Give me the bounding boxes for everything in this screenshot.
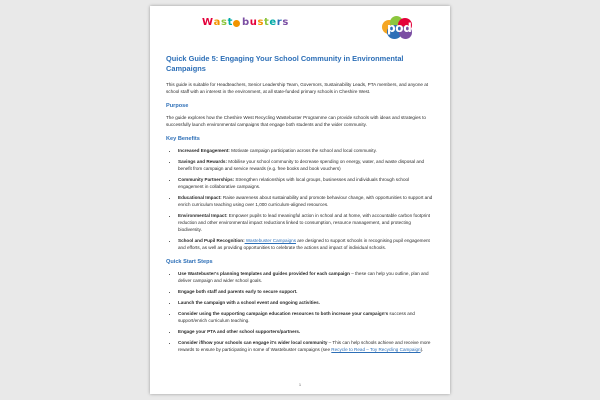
logo-dot-icon [233, 20, 240, 27]
list-item [178, 270, 434, 284]
list-item-text-after: ). [420, 347, 424, 352]
list-item [178, 176, 434, 190]
page-title: Quick Guide 5: Engaging Your School Community in Environmental Campaigns [166, 54, 404, 73]
logo-letter: e [269, 17, 276, 28]
logo-letter: b [241, 17, 249, 28]
logo-letter: r [276, 17, 282, 28]
list-item-lead: Educational Impact: [178, 195, 222, 200]
pod-logo [382, 16, 416, 40]
list-item-text: Raise awareness about sustainability and promote behaviour change, with opportunities to support and enrich curriculum teaching using over 1,000 curriculum-aligned resources. [178, 195, 433, 207]
list-item [178, 288, 434, 295]
list-item-lead: Consider using the supporting campaign education resources to both increase your campaign's [178, 311, 389, 316]
document-header [166, 16, 434, 42]
list-item-text: Mobilise your school community to decrease spending on energy, water, and waste disposal and benefit from campaign and service rewards (e.g. free books and book vouchers) [178, 159, 425, 171]
section-heading-purpose: Purpose [166, 103, 189, 109]
list-item-text: success and support/enrich curriculum teaching. [178, 311, 415, 323]
list-item-lead: School and Pupil Recognition: [178, 238, 245, 243]
list-item-text: – This can help schools achieve and receive more rewards to ensure by participating in some of Wastebuster campaigns (see [178, 340, 431, 352]
intro-paragraph: This guide is suitable for Headteachers, Senior Leadership Team, Governors, Sustainability Leads, PTA members, and anyone at school staff with an interest in the environment, at all state-funded primary schools in Cheshire West. [166, 82, 429, 94]
page-number: 1 [298, 382, 302, 387]
quick-start-steps-list [166, 270, 434, 353]
section-heading-quick-start-steps: Quick Start Steps [166, 259, 213, 265]
logo-letter: W [202, 17, 213, 28]
list-item-lead: Use Wastebuster's planning templates and guides provided for each campaign [178, 271, 350, 276]
wastebusters-logo [202, 18, 288, 28]
list-item [178, 339, 434, 353]
list-item-lead: Community Partnerships: [178, 177, 235, 182]
list-item-lead: Engage both staff and parents early to secure support. [178, 289, 298, 294]
list-item [178, 299, 434, 306]
logo-letter: t [264, 17, 269, 28]
list-item [178, 158, 434, 172]
list-item-text: Empower pupils to lead meaningful action in school and at home, with accountable carbon footprint reduction and other environmental impact reductions linked to consumption, resource management, and protecting biodiversity. [178, 213, 431, 232]
list-item [178, 194, 434, 208]
recycle-to-read-link[interactable]: Recycle to Read – Toy Recycling Campaign [331, 347, 421, 352]
wastebuster-campaigns-link[interactable]: Wastebuster Campaigns [244, 238, 297, 243]
list-item-text: – these can help you outline, plan and deliver campaign and wider school goals. [178, 271, 429, 283]
document-sheet [150, 6, 450, 394]
logo-letter: s [282, 17, 288, 28]
list-item [178, 310, 434, 324]
list-item-lead: Launch the campaign with a school event and ongoing activities. [178, 300, 320, 305]
list-item-lead: Consider if/how your schools can engage it's wider local community [178, 340, 328, 345]
list-item [178, 237, 434, 251]
list-item-lead: Increased Engagement: [178, 148, 230, 153]
logo-letter: s [257, 17, 264, 28]
list-item [178, 328, 434, 335]
list-item-text: are designed to support schools in recognising pupil engagement and efforts, as well as providing opportunities to celebrate the actions and impact of individual schools. [178, 238, 430, 250]
list-item-lead: Savings and Rewards: [178, 159, 228, 164]
section-heading-key-benefits: Key Benefits [166, 136, 200, 142]
logo-letter: u [249, 17, 257, 28]
logo-letter: t [227, 17, 232, 28]
list-item-lead: Environmental Impact: [178, 213, 228, 218]
list-item-lead: Engage your PTA and other school supporters/partners. [178, 329, 301, 334]
purpose-paragraph: The guide explores how the Cheshire West Recycling Wastebuster Programme can provide schools with ideas and strategies to successfully launch environmental campaigns that engage both students and the wider community. [166, 115, 426, 127]
list-item-text: Motivate campaign participation across the school and local community. [229, 148, 377, 153]
list-item [178, 147, 434, 154]
logo-letter: a [213, 17, 220, 28]
list-item [178, 212, 434, 233]
logo-letter: s [221, 17, 227, 28]
pod-logo-wordmark: pod [387, 21, 412, 35]
key-benefits-list [166, 147, 434, 251]
list-item-text: Strengthen relationships with local groups, businesses and individuals through school engagement in collaborative campaigns. [178, 177, 410, 189]
